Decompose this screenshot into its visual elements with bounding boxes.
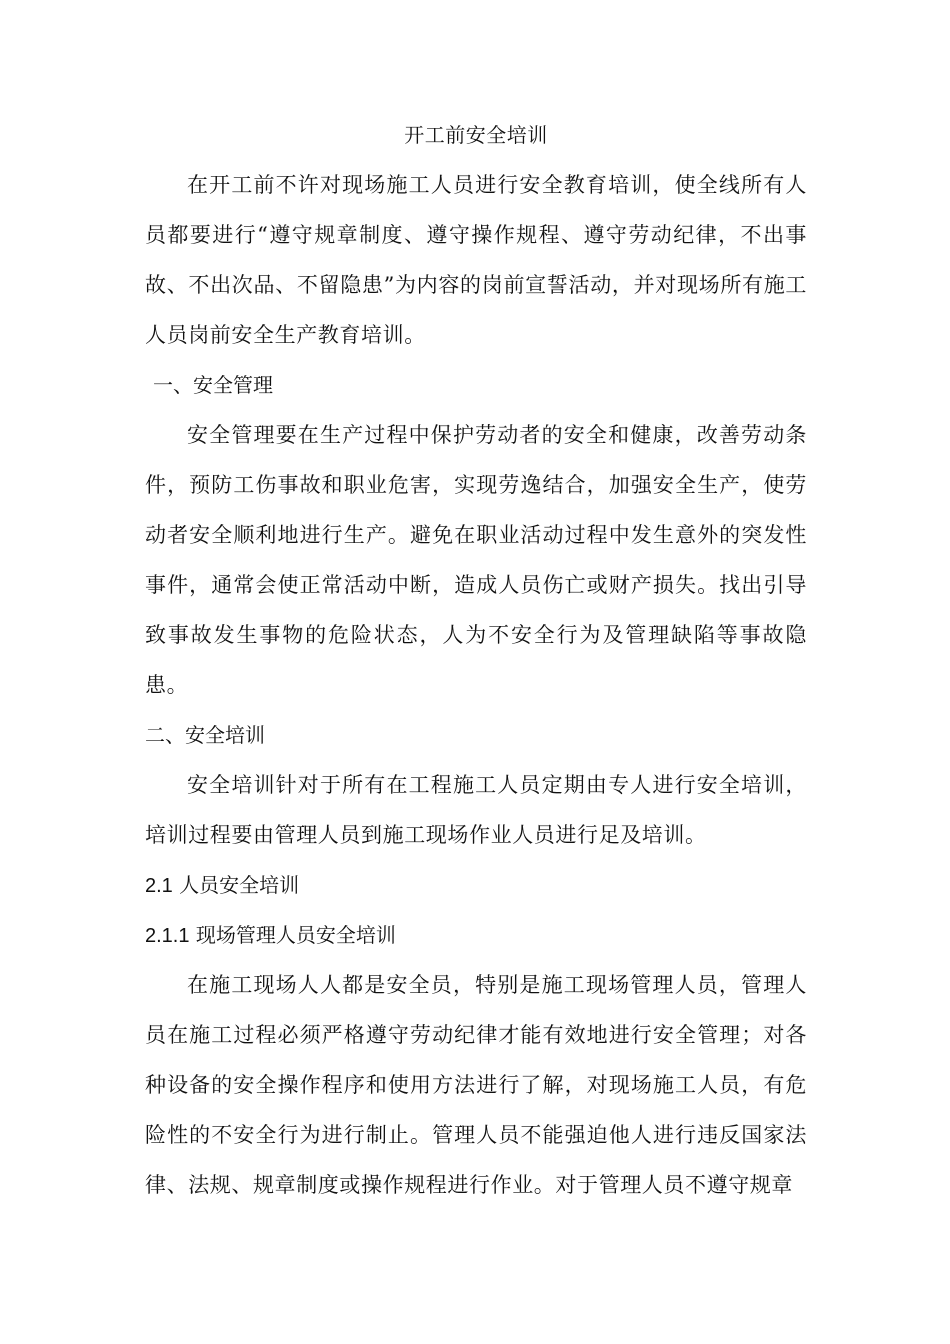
site-manager-training-paragraph: 在施工现场人人都是安全员，特别是施工现场管理人员，管理人员在施工过程必须严格遵守劳动纪律才能有效地进行安全管理；对各种设备的安全操作程序和使用方法进行了解，对现场施工人员，有危险性的不安全行为进行制止。管理人员不能强迫他人进行违反国家法律、法规、规章制度或操作规程进行作业。对于管理人员不遵守规章 <box>145 973 807 1197</box>
safety-training-paragraph: 安全培训针对于所有在工程施工人员定期由专人进行安全培训，培训过程要由管理人员到施工现场作业人员进行足及培训。 <box>145 773 807 847</box>
subsection-heading-personnel-training <box>145 860 807 910</box>
subsection-number: 2.1 <box>145 875 173 897</box>
document-title: 开工前安全培训 <box>404 123 548 147</box>
document-page <box>145 110 807 1210</box>
subsection-heading-site-manager-training <box>145 910 807 960</box>
subsection-title: 现场管理人员安全培训 <box>195 923 396 947</box>
section-heading-safety-management: 一、安全管理 <box>153 373 273 397</box>
subsection-number: 2.1.1 <box>145 925 190 947</box>
subsection-title: 人员安全培训 <box>179 873 300 897</box>
safety-management-paragraph: 安全管理要在生产过程中保护劳动者的安全和健康，改善劳动条件，预防工伤事故和职业危害，实现劳逸结合，加强安全生产，使劳动者安全顺利地进行生产。避免在职业活动过程中发生意外的突发性事件，通常会使正常活动中断，造成人员伤亡或财产损失。找出引导致事故发生事物的危险状态，人为不安全行为及管理缺陷等事故隐患。 <box>145 423 807 697</box>
intro-paragraph: 在开工前不许对现场施工人员进行安全教育培训，使全线所有人员都要进行“遵守规章制度、遵守操作规程、遵守劳动纪律，不出事故、不出次品、不留隐患”为内容的岗前宣誓活动，并对现场所有施工人员岗前安全生产教育培训。 <box>145 173 807 347</box>
section-heading-safety-training: 二、安全培训 <box>145 723 265 747</box>
